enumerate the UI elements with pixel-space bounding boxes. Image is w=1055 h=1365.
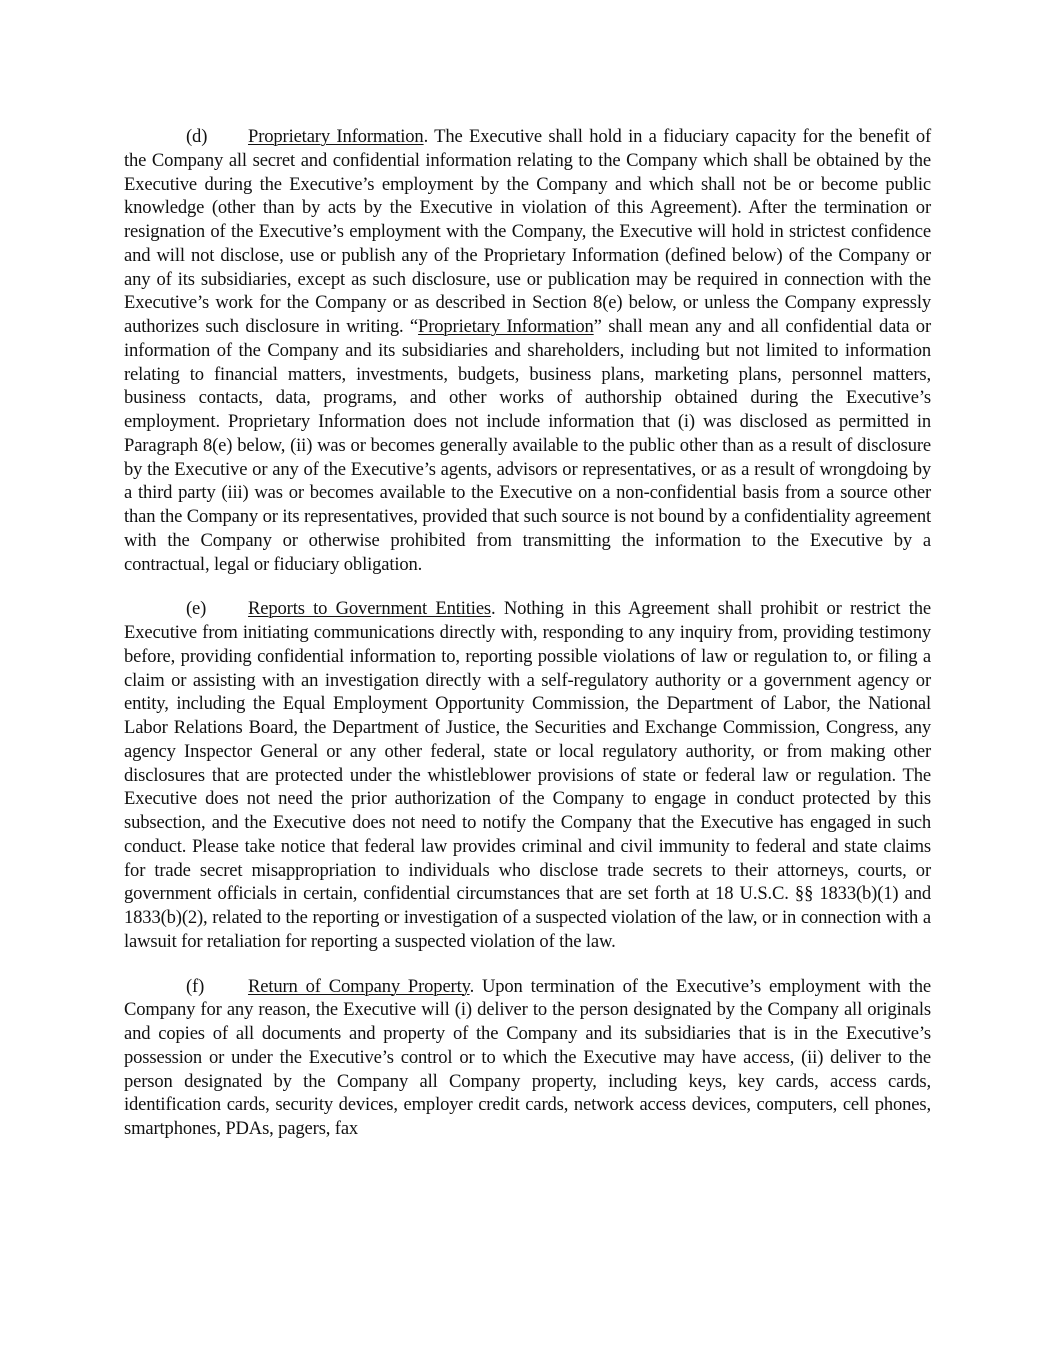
section-label: (d) — [186, 126, 208, 147]
section-body: . Nothing in this Agreement shall prohibit or restrict the Executive from initiating communications directly with, responding to any inquiry from, providing testimony before, providing confidential information to, reporting possible violations of law or regulation to, or filing a claim or assisting with an investigation directly with a self-regulatory authority or a government agency or entity, including the Equal Employment Opportunity Commission, the Department of Labor, the National Labor Relations Board, the Department of Justice, the Securities and Exchange Commission, Congress, any agency Inspector General or any other federal, state or local regulatory authority, or from making other disclosures that are protected under the whistleblower provisions of state or federal law or regulation. The Executive does not need the prior authorization of the Company to engage in conduct protected by this subsection, and the Executive does not need to notify the Company that the Executive has engaged in such conduct. Please take notice that federal law provides criminal and civil immunity to federal and state claims for trade secret misappropriation to individuals who disclose trade secrets to their attorneys, courts, or government officials in certain, confidential circumstances that are set forth at 18 U.S.C. §§ 1833(b)(1) and 1833(b)(2), related to the reporting or investigation of a suspected violation of the law, or in connection with a lawsuit for retaliation for reporting a suspected violation of the law. — [124, 598, 931, 952]
section-e-reports-to-government-entities — [124, 597, 931, 953]
section-heading: Return of Company Property — [248, 975, 470, 997]
defined-term: Proprietary Information — [418, 316, 594, 337]
section-d-proprietary-information — [124, 125, 931, 576]
section-body: . The Executive shall hold in a fiduciary capacity for the benefit of the Company all secret and confidential information relating to the Company which shall be obtained by the Executive during the Executive’s employment by the Company and which shall not be or become public knowledge (other than by acts by the Executive in violation of this Agreement). After the termination or resignation of the Executive’s employment with the Company, the Executive will hold in strictest confidence and will not disclose, use or publish any of the Proprietary Information (defined below) of the Company or any of its subsidiaries, except as such disclosure, use or publication may be required in connection with the Executive’s work for the Company or as described in Section 8(e) below, or unless the Company expressly authorizes such disclosure in writing. “ — [124, 126, 932, 337]
section-f-return-of-company-property — [124, 975, 931, 1141]
section-heading: Proprietary Information — [248, 126, 424, 147]
section-body-continued: ” shall mean any and all confidential data or information of the Company and its subsidiaries and shareholders, including but not limited to information relating to financial matters, investments, budgets, business plans, marketing plans, personnel matters, business contacts, data, programs, and other works of authorship obtained during the Executive’s employment. Proprietary Information does not include information that (i) was disclosed as permitted in Paragraph 8(e) below, (ii) was or becomes generally available to the public other than as a result of disclosure by the Executive or any of the Executive’s agents, advisors or representatives, or as a result of wrongdoing by a third party (iii) was or becomes available to the Executive on a non-confidential basis from a source other than the Company or its representatives, provided that such source is not bound by a confidentiality agreement with the Company or otherwise prohibited from transmitting the information to the Executive by a contractual, legal or fiduciary obligation. — [124, 316, 931, 575]
section-heading: Reports to Government Entities — [248, 598, 492, 620]
section-label: (f) — [186, 975, 205, 997]
section-body: . Upon termination of the Executive’s employment with the Company for any reason, the Executive will (i) deliver to the person designated by the Company all originals and copies of all documents and property of the Company and its subsidiaries that is in the Executive’s possession or under the Executive’s control or to which the Executive may have access, (ii) deliver to the person designated by the Company all Company property, including keys, key cards, access cards, identification cards, security devices, employer credit cards, network access devices, computers, cell phones, smartphones, PDAs, pagers, fax — [124, 975, 931, 1139]
section-label: (e) — [186, 598, 207, 620]
document-page — [124, 125, 931, 1162]
